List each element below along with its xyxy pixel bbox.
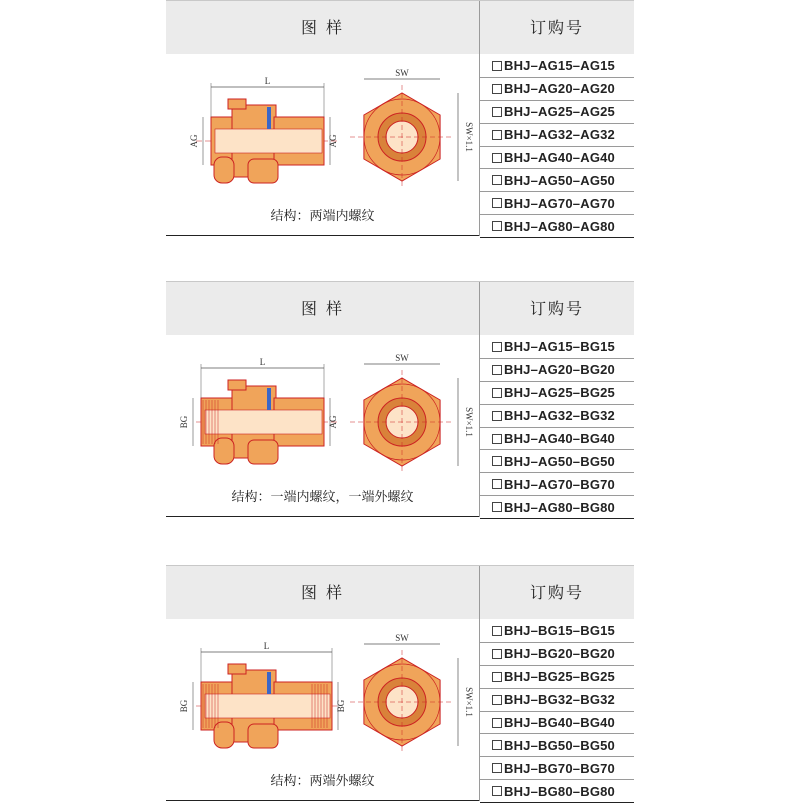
order-number-row[interactable] — [480, 78, 634, 101]
right-thread-label: AG — [328, 134, 338, 148]
order-number-row[interactable] — [480, 101, 634, 124]
fitting-diagram — [166, 336, 479, 484]
order-number-row[interactable] — [480, 405, 634, 428]
order-code: BHJ–AG15–BG15 — [504, 339, 615, 355]
right-thread-label: BG — [336, 699, 346, 713]
hex-nut-end-view-icon — [350, 633, 474, 754]
empty-checkbox-icon[interactable] — [492, 221, 502, 231]
fitting-drawing — [166, 55, 479, 203]
structure-caption: 结构：两端内螺纹 — [270, 209, 375, 224]
across-flats-label: SW — [395, 633, 409, 643]
empty-checkbox-icon[interactable] — [492, 786, 502, 796]
empty-checkbox-icon[interactable] — [492, 388, 502, 398]
empty-checkbox-icon[interactable] — [492, 672, 502, 682]
order-number-row[interactable] — [480, 169, 634, 192]
fitting-drawing — [166, 620, 479, 768]
empty-checkbox-icon[interactable] — [492, 456, 502, 466]
order-number-row[interactable] — [480, 124, 634, 147]
order-number-row[interactable] — [480, 192, 634, 215]
length-dim-label: L — [263, 641, 270, 651]
structure-caption: 结构：一端内螺纹，一端外螺纹 — [231, 490, 414, 505]
order-number-row[interactable] — [480, 643, 634, 666]
order-number-row[interactable] — [480, 666, 634, 689]
order-number-row[interactable] — [480, 734, 634, 757]
width-dim-label: SW×1.1 — [464, 687, 474, 717]
union-fitting-drawing-icon — [179, 641, 346, 748]
order-code: BHJ–AG15–AG15 — [504, 58, 615, 74]
order-number-list — [480, 55, 634, 238]
order-code: BHJ–BG25–BG25 — [504, 669, 615, 685]
left-thread-label: BG — [179, 699, 189, 713]
order-code: BHJ–AG32–BG32 — [504, 408, 615, 424]
structure-caption: 结构：两端外螺纹 — [270, 774, 375, 789]
empty-checkbox-icon[interactable] — [492, 718, 502, 728]
order-number-row[interactable] — [480, 215, 634, 238]
order-code: BHJ–AG32–AG32 — [504, 127, 615, 143]
drawing-header — [166, 282, 479, 335]
across-flats-label: SW — [395, 68, 409, 78]
order-code: BHJ–AG25–BG25 — [504, 385, 615, 401]
order-code: BHJ–AG40–BG40 — [504, 431, 615, 446]
order-number-row[interactable] — [480, 473, 634, 496]
length-dim-label: L — [259, 357, 266, 367]
order-code: BHJ–AG80–AG80 — [504, 218, 615, 234]
right-thread-label: AG — [328, 415, 338, 429]
panel-bottom-border — [166, 235, 479, 236]
order-code: BHJ–AG40–AG40 — [504, 150, 615, 165]
empty-checkbox-icon[interactable] — [492, 175, 502, 185]
fitting-diagram — [166, 620, 479, 768]
empty-checkbox-icon[interactable] — [492, 695, 502, 705]
empty-checkbox-icon[interactable] — [492, 763, 502, 773]
empty-checkbox-icon[interactable] — [492, 365, 502, 375]
across-flats-label: SW — [395, 353, 409, 363]
order-number-row[interactable] — [480, 757, 634, 780]
order-code: BHJ–AG20–AG20 — [504, 81, 615, 97]
order-number-list — [480, 620, 634, 803]
order-number-row[interactable] — [480, 336, 634, 359]
hex-nut-end-view-icon — [350, 353, 474, 474]
fitting-panel — [166, 281, 634, 517]
empty-checkbox-icon[interactable] — [492, 649, 502, 659]
order-number-row[interactable] — [480, 450, 634, 473]
order-code: BHJ–BG50–BG50 — [504, 737, 615, 753]
order-number-row[interactable] — [480, 620, 634, 643]
drawing-header-label: 图 样 — [300, 18, 345, 37]
fitting-panel — [166, 565, 634, 801]
empty-checkbox-icon[interactable] — [492, 130, 502, 140]
left-thread-label: BG — [179, 415, 189, 429]
empty-checkbox-icon[interactable] — [492, 502, 502, 512]
order-code: BHJ–BG40–BG40 — [504, 715, 615, 730]
order-header-label: 订购号 — [529, 299, 584, 318]
order-number-row[interactable] — [480, 496, 634, 519]
empty-checkbox-icon[interactable] — [492, 61, 502, 71]
hex-nut-end-view-icon — [350, 68, 474, 189]
order-number-row[interactable] — [480, 382, 634, 405]
order-code: BHJ–BG70–BG70 — [504, 760, 615, 776]
panel-bottom-border — [166, 800, 479, 801]
order-header-label: 订购号 — [529, 583, 584, 602]
empty-checkbox-icon[interactable] — [492, 198, 502, 208]
empty-checkbox-icon[interactable] — [492, 84, 502, 94]
order-number-row[interactable] — [480, 147, 634, 170]
empty-checkbox-icon[interactable] — [492, 626, 502, 636]
order-header — [480, 282, 634, 335]
length-dim-label: L — [264, 76, 271, 86]
order-code: BHJ–AG70–AG70 — [504, 195, 615, 211]
fitting-drawing — [166, 336, 479, 484]
order-header — [480, 566, 634, 619]
order-header-label: 订购号 — [529, 18, 584, 37]
left-thread-label: AG — [189, 134, 199, 148]
width-dim-label: SW×1.1 — [464, 407, 474, 437]
drawing-header — [166, 1, 479, 54]
empty-checkbox-icon[interactable] — [492, 740, 502, 750]
empty-checkbox-icon[interactable] — [492, 411, 502, 421]
width-dim-label: SW×1.1 — [464, 122, 474, 152]
order-code: BHJ–BG32–BG32 — [504, 692, 615, 708]
panel-bottom-border — [166, 516, 479, 517]
empty-checkbox-icon[interactable] — [492, 107, 502, 117]
order-code: BHJ–AG80–BG80 — [504, 499, 615, 515]
drawing-header-label: 图 样 — [300, 583, 345, 602]
fitting-diagram — [166, 55, 479, 203]
order-code: BHJ–AG20–BG20 — [504, 362, 615, 378]
order-header — [480, 1, 634, 54]
fitting-panel — [166, 0, 634, 236]
order-number-row[interactable] — [480, 55, 634, 78]
order-code: BHJ–AG50–BG50 — [504, 453, 615, 469]
union-fitting-drawing-icon — [179, 357, 338, 464]
order-number-list — [480, 336, 634, 519]
order-code: BHJ–AG25–AG25 — [504, 104, 615, 120]
order-code: BHJ–BG15–BG15 — [504, 623, 615, 639]
empty-checkbox-icon[interactable] — [492, 153, 502, 163]
order-code: BHJ–AG50–AG50 — [504, 172, 615, 188]
empty-checkbox-icon[interactable] — [492, 434, 502, 444]
order-code: BHJ–BG80–BG80 — [504, 783, 615, 799]
empty-checkbox-icon[interactable] — [492, 479, 502, 489]
drawing-header-label: 图 样 — [300, 299, 345, 318]
order-number-row[interactable] — [480, 428, 634, 451]
drawing-header — [166, 566, 479, 619]
order-code: BHJ–AG70–BG70 — [504, 476, 615, 492]
order-code: BHJ–BG20–BG20 — [504, 646, 615, 662]
empty-checkbox-icon[interactable] — [492, 342, 502, 352]
order-number-row[interactable] — [480, 712, 634, 735]
order-number-row[interactable] — [480, 689, 634, 712]
order-number-row[interactable] — [480, 359, 634, 382]
union-fitting-drawing-icon — [189, 76, 338, 183]
